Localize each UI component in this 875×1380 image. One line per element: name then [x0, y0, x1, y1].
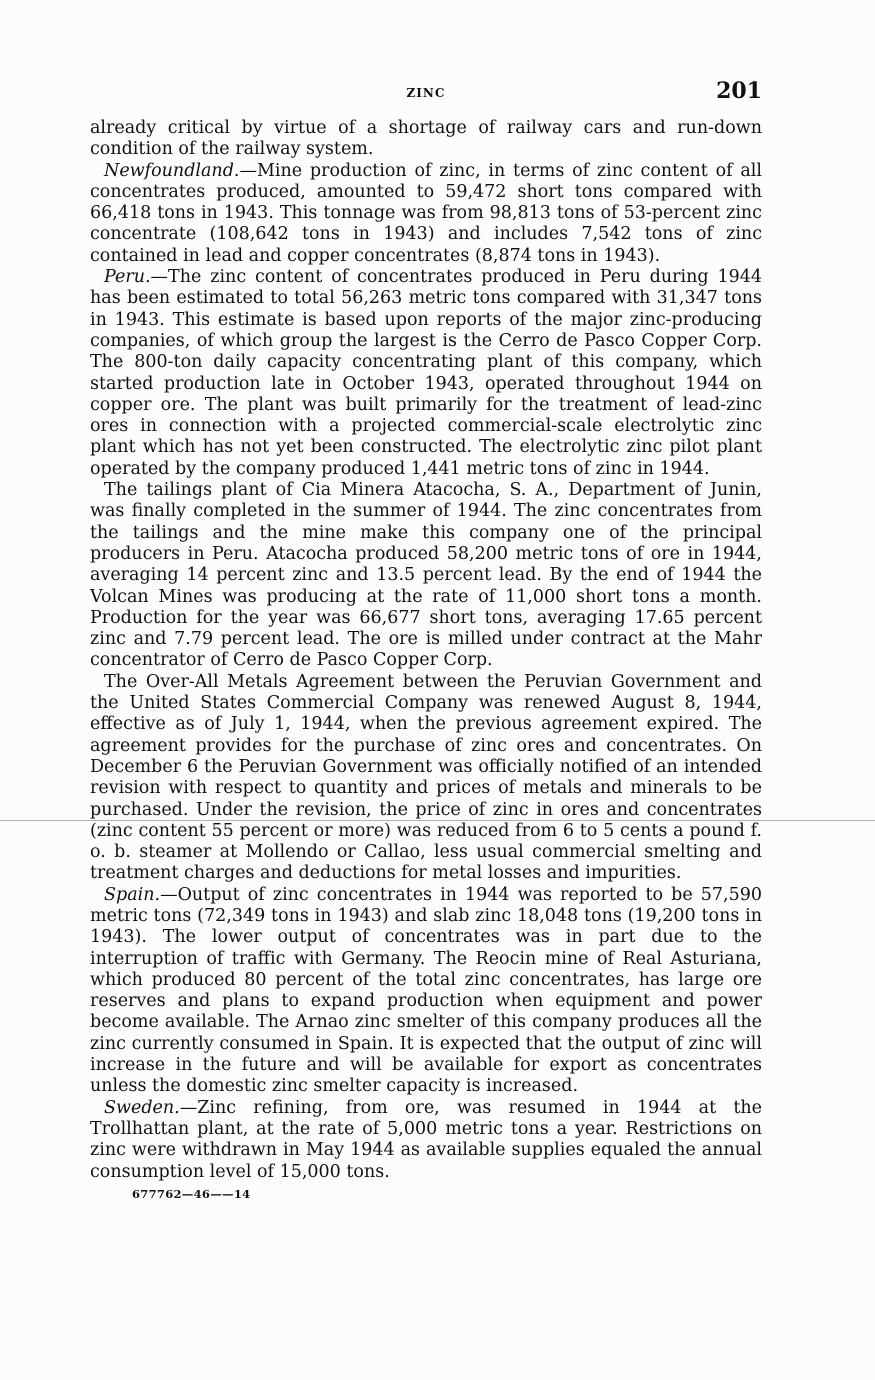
body-text: [90, 118, 762, 1183]
country-heading-spain: Spain.: [104, 884, 161, 905]
country-heading-sweden: Sweden.: [104, 1097, 180, 1118]
paragraph-atacocha: [90, 480, 762, 672]
print-job-code: 677762—46——14: [132, 1186, 251, 1201]
country-heading-newfoundland: Newfoundland.: [104, 160, 240, 181]
paragraph-spain: [90, 885, 762, 1098]
paragraph-text: already critical by virtue of a shortage of railway cars and run-down condition of the railway system.: [90, 118, 762, 160]
running-head: [90, 78, 762, 118]
document-page: [90, 78, 762, 1201]
paragraph-text: The tailings plant of Cia Minera Atacocha, S. A., Department of Junin, was finally completed in the summer of 1944. The zinc concentrates from the tailings and the mine make this company one of the principal producers in Peru. Atacocha produced 58,200 metric tons of ore in 1944, averaging 14 percent zinc and 13.5 percent lead. By the end of 1944 the Volcan Mines was producing at the rate of 11,000 short tons a month. Production for the year was 66,677 short tons, averaging 17.65 percent zinc and 7.79 percent lead. The ore is milled under contract at the Mahr concentrator of Cerro de Pasco Copper Corp.: [90, 480, 762, 671]
paragraph-text: —Zinc refining, from ore, was resumed in 1944 at the Trollhattan plant, at the rate of 5,000 metric tons a year. Restrictions on zinc were withdrawn in May 1944 as available supplies equaled the annual consumption level of 15,000 tons.: [90, 1097, 762, 1182]
country-heading-peru: Peru.: [104, 267, 151, 288]
paragraph-continuation: [90, 118, 762, 161]
paragraph-peru: [90, 267, 762, 480]
paragraph-metals-agreement: [90, 672, 762, 885]
paragraph-text: The Over-All Metals Agreement between the Peruvian Government and the United States Commercial Company was renewed August 8, 1944, effective as of July 1, 1944, when the previous agreement expired. The agreement provides for the purchase of zinc ores and concentrates. On December 6 the Peruvian Government was officially notified of an intended revision with respect to quantity and prices of metals and minerals to be purchased. Under the revision, the price of zinc in ores and concentrates (zinc content 55 percent or more) was reduced from 6 to 5 cents a pound f. o. b. steamer at Mollendo or Callao, less usual commercial smelting and treatment charges and deductions for metal losses and impurities.: [90, 671, 762, 884]
running-title: ZINC: [406, 86, 446, 100]
paragraph-newfoundland: [90, 161, 762, 267]
paragraph-text: —The zinc content of concentrates produced in Peru during 1944 has been estimated to total 56,263 metric tons compared with 31,347 tons in 1943. This estimate is based upon reports of the major zinc-producing companies, of which group the largest is the Cerro de Pasco Copper Corp. The 800-ton daily capacity concentrating plant of this company, which started production late in October 1943, operated throughout 1944 on copper ore. The plant was built primarily for the treatment of lead-zinc ores in connection with a projected commercial-scale electrolytic zinc plant which has not yet been constructed. The electrolytic zinc pilot plant operated by the company produced 1,441 metric tons of zinc in 1944.: [90, 267, 762, 479]
paragraph-text: —Mine production of zinc, in terms of zinc content of all concentrates produced, amounted to 59,472 short tons compared with 66,418 tons in 1943. This tonnage was from 98,813 tons of 53-percent zinc concentrate (108,642 tons in 1943) and includes 7,542 tons of zinc contained in lead and copper concentrates (8,874 tons in 1943).: [90, 160, 762, 266]
page-number: 201: [716, 78, 762, 104]
paragraph-text: —Output of zinc concentrates in 1944 was reported to be 57,590 metric tons (72,349 tons in 1943) and slab zinc 18,048 tons (19,200 tons in 1943). The lower output of concentrates was in part due to the interruption of traffic with Germany. The Reocin mine of Real Asturiana, which produced 80 percent of the total zinc concentrates, has large ore reserves and plans to expand production when equipment and power become available. The Arnao zinc smelter of this company produces all the zinc currently consumed in Spain. It is expected that the output of zinc will increase in the future and will be available for export as concentrates unless the domestic zinc smelter capacity is increased.: [90, 884, 762, 1097]
paragraph-sweden: [90, 1098, 762, 1183]
